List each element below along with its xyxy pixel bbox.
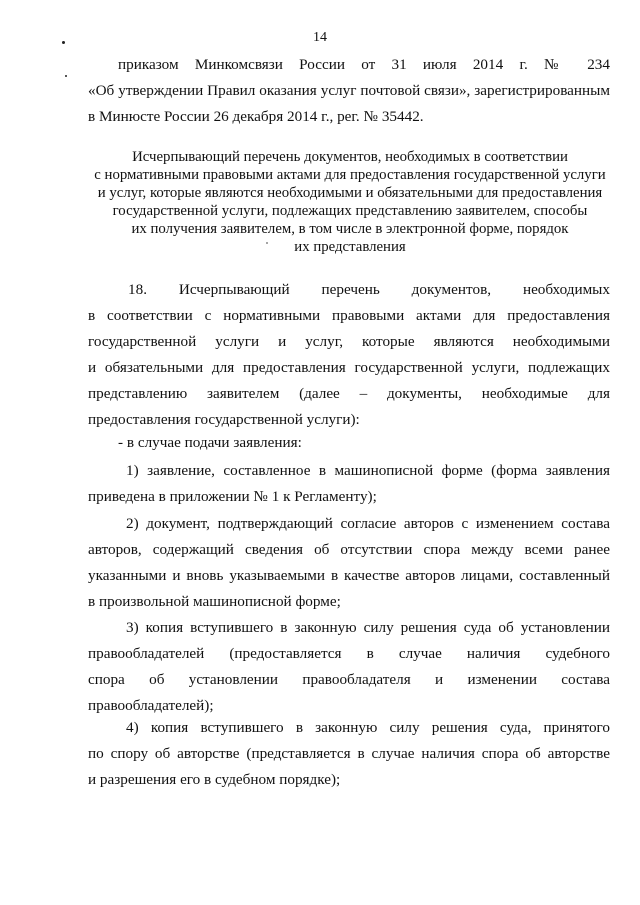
list-item-line: правообладателей); bbox=[88, 697, 214, 714]
list-item-2 bbox=[88, 511, 610, 615]
intro-line: в Минюсте России 26 декабря 2014 г., рег. № 35442. bbox=[88, 108, 424, 125]
list-item-line: 4) копия вступившего в законную силу решения суда, принятого bbox=[126, 719, 610, 736]
list-item-line: 2) документ, подтверждающий согласие авторов с изменением состава bbox=[126, 515, 610, 532]
heading-line: и услуг, которые являются необходимыми и обязательными для предоставления bbox=[97, 185, 603, 201]
heading-line: Исчерпывающий перечень документов, необходимых в соответствии bbox=[132, 149, 568, 165]
heading-line: их получения заявителем, в том числе в электронной форме, порядок bbox=[131, 221, 569, 237]
paragraph-line: представлению заявителем (далее – документы, необходимые для bbox=[88, 385, 610, 402]
heading-line: их представления bbox=[294, 239, 406, 255]
section-heading bbox=[80, 148, 620, 256]
list-item-line: указанными и вновь указываемыми в качестве авторов лицами, составленный bbox=[88, 567, 610, 584]
page-number: 14 bbox=[313, 30, 327, 45]
intro-paragraph bbox=[88, 52, 610, 130]
heading-line: с нормативными правовыми актами для предоставления государственной услуги bbox=[94, 167, 606, 183]
list-item-4 bbox=[88, 715, 610, 793]
list-item-line: правообладателей (предоставляется в случае наличия судебного bbox=[88, 645, 610, 662]
list-item-line: авторов, содержащий сведения об отсутствии спора между всеми ранее bbox=[88, 541, 610, 558]
list-item-line: по спору об авторстве (представляется в случае наличия спора об авторстве bbox=[88, 745, 610, 762]
paragraph-line: государственной услуги и услуг, которые являются необходимыми bbox=[88, 333, 610, 350]
paragraph-line: в соответствии с нормативными правовыми актами для предоставления bbox=[88, 307, 610, 324]
list-item-line: приведена в приложении № 1 к Регламенту); bbox=[88, 488, 377, 505]
list-item-line: 3) копия вступившего в законную силу решения суда об установлении bbox=[126, 619, 610, 636]
paragraph-line: и обязательными для предоставления государственной услуги, подлежащих bbox=[88, 359, 610, 376]
list-item-line: 1) заявление, составленное в машинописной форме (форма заявления bbox=[126, 462, 610, 479]
case-line-text: - в случае подачи заявления: bbox=[118, 434, 302, 451]
case-line bbox=[88, 430, 610, 456]
paragraph-line: 18. Исчерпывающий перечень документов, необходимых bbox=[128, 281, 610, 298]
paragraph-line: предоставления государственной услуги): bbox=[88, 411, 360, 428]
intro-line: «Об утверждении Правил оказания услуг почтовой связи», зарегистрированным bbox=[88, 82, 610, 99]
heading-line: государственной услуги, подлежащих представлению заявителем, способы bbox=[112, 203, 588, 219]
scan-speck bbox=[62, 41, 65, 44]
intro-line: приказом Минкомсвязи России от 31 июля 2014 г. № 234 bbox=[118, 56, 610, 73]
paragraph-18 bbox=[88, 277, 610, 433]
scan-speck bbox=[65, 75, 67, 77]
list-item-line: спора об установлении правообладателя и изменении состава bbox=[88, 671, 610, 688]
list-item-line: в произвольной машинописной форме; bbox=[88, 593, 341, 610]
list-item-3 bbox=[88, 615, 610, 719]
list-item-1 bbox=[88, 458, 610, 510]
list-item-line: и разрешения его в судебном порядке); bbox=[88, 771, 341, 788]
